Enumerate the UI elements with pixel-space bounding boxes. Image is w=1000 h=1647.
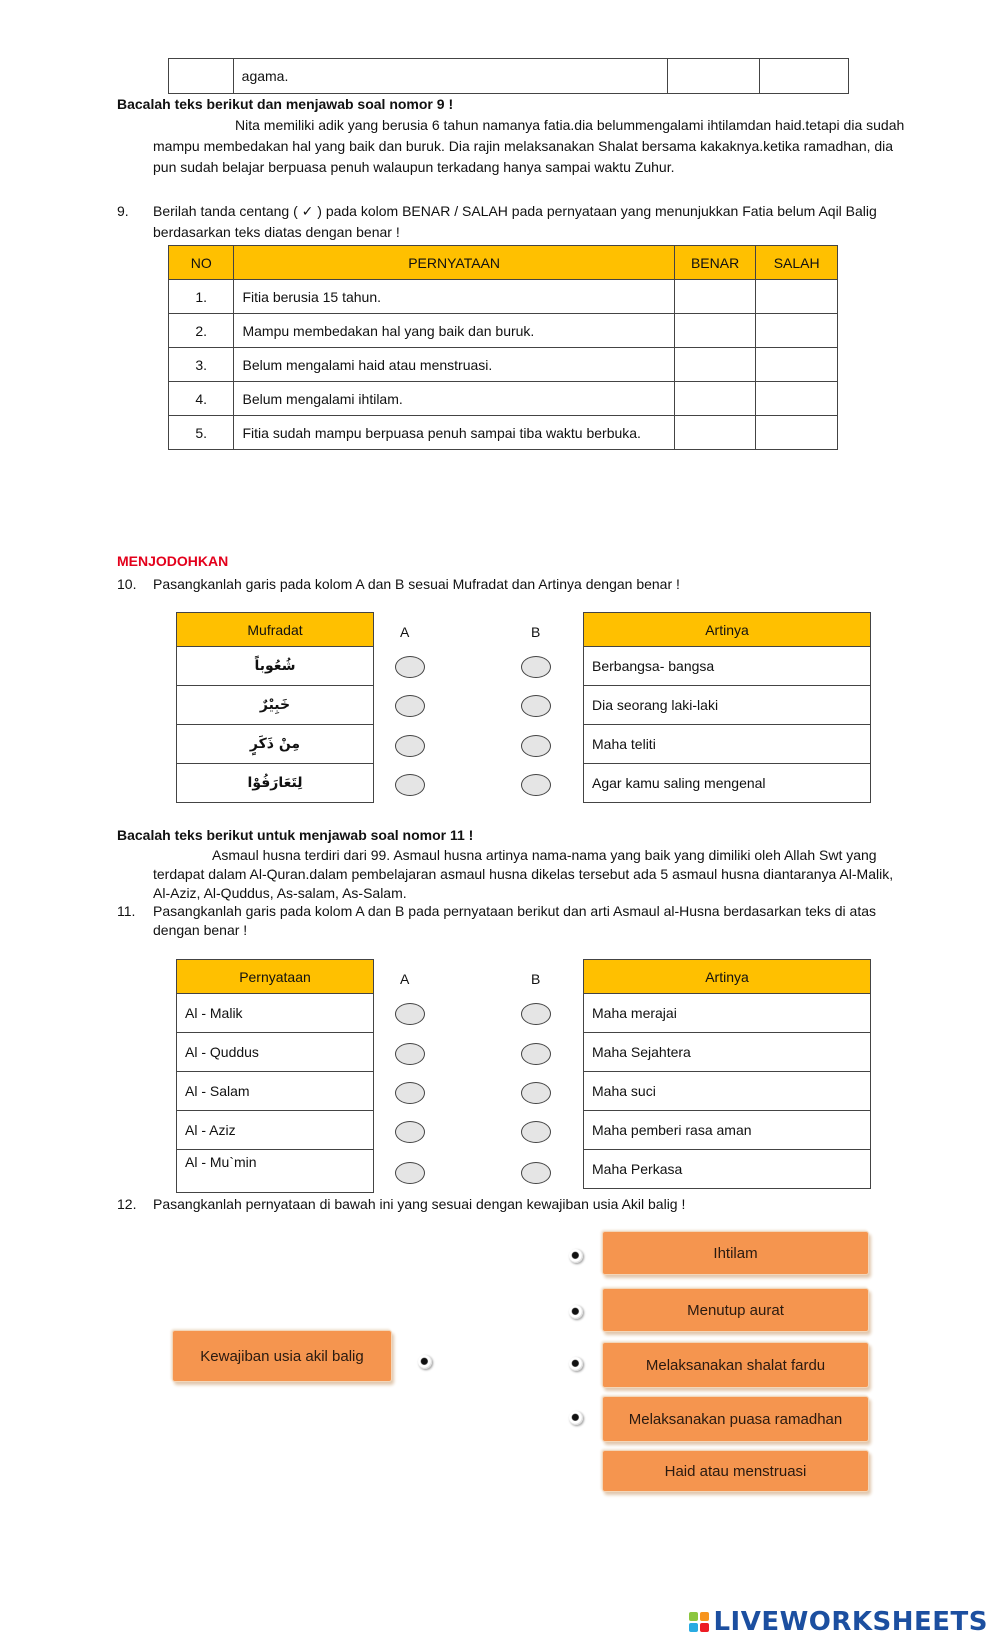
row-number: 3. xyxy=(169,348,234,382)
artinya-item: Maha Perkasa xyxy=(584,1150,871,1189)
source-connector-dot[interactable] xyxy=(418,1355,432,1369)
q9-question-line-2: berdasarkan teks diatas dengan benar ! xyxy=(153,224,400,240)
top-table-cell xyxy=(169,59,234,94)
q12-number: 12. xyxy=(117,1196,137,1212)
option-connector-dot[interactable] xyxy=(569,1249,583,1263)
artinya-header: Artinya xyxy=(584,960,871,994)
header-no: NO xyxy=(169,246,234,280)
q11-left-table xyxy=(176,959,374,1193)
table-row xyxy=(169,382,838,416)
q11-question-line-1: Pasangkanlah garis pada kolom A dan B pada pernyataan berikut dan arti Asmaul al-Husna berdasarkan teks di atas xyxy=(153,903,877,919)
option-box-puasa-ramadhan[interactable]: Melaksanakan puasa ramadhan xyxy=(602,1396,869,1442)
logo-mark-icon xyxy=(689,1612,709,1632)
section-title: MENJODOHKAN xyxy=(117,553,229,569)
q10-number: 10. xyxy=(117,576,137,592)
match-point-a[interactable] xyxy=(395,1121,425,1143)
pernyataan-item: Al - Salam xyxy=(177,1072,374,1111)
false-checkbox[interactable] xyxy=(756,382,838,416)
option-connector-dot[interactable] xyxy=(569,1305,583,1319)
column-a-label: A xyxy=(400,971,410,987)
column-a-label: A xyxy=(400,624,410,640)
pernyataan-item: Al - Malik xyxy=(177,994,374,1033)
q11-number: 11. xyxy=(117,903,136,919)
match-point-a[interactable] xyxy=(395,695,425,717)
true-checkbox[interactable] xyxy=(674,416,756,450)
match-point-b[interactable] xyxy=(521,1121,551,1143)
header-false: SALAH xyxy=(756,246,838,280)
q9-passage-line-2: mampu membedakan hal yang baik dan buruk. Dia rajin melaksanakan Shalat bersama kakaknya.ketika ramadhan, dia xyxy=(153,138,894,154)
match-point-b[interactable] xyxy=(521,1043,551,1065)
q10-left-table xyxy=(176,612,374,803)
q9-table xyxy=(168,245,838,450)
artinya-item: Maha suci xyxy=(584,1072,871,1111)
match-point-b[interactable] xyxy=(521,656,551,678)
header-true: BENAR xyxy=(674,246,756,280)
artinya-item: Dia seorang laki-laki xyxy=(584,686,871,725)
match-point-a[interactable] xyxy=(395,1162,425,1184)
top-table-cell[interactable] xyxy=(760,59,849,94)
q11-question-line-2: dengan benar ! xyxy=(153,922,248,938)
match-point-a[interactable] xyxy=(395,735,425,757)
q11-passage-line-1: Asmaul husna terdiri dari 99. Asmaul husna artinya nama-nama yang baik yang dimiliki oleh Allah Swt yang xyxy=(212,847,877,863)
table-row xyxy=(169,314,838,348)
match-point-b[interactable] xyxy=(521,1082,551,1104)
match-point-a[interactable] xyxy=(395,1043,425,1065)
q12-question: Pasangkanlah pernyataan di bawah ini yang sesuai dengan kewajiban usia Akil balig ! xyxy=(153,1196,686,1212)
table-row xyxy=(169,348,838,382)
top-table xyxy=(168,58,849,94)
option-box-ihtilam[interactable]: Ihtilam xyxy=(602,1231,869,1275)
match-point-b[interactable] xyxy=(521,695,551,717)
option-box-menutup-aurat[interactable]: Menutup aurat xyxy=(602,1288,869,1332)
option-connector-dot[interactable] xyxy=(569,1357,583,1371)
mufradat-item: خَبِيْرٌ xyxy=(177,686,374,725)
match-point-a[interactable] xyxy=(395,774,425,796)
mufradat-item: لِتَعَارَفُوْا xyxy=(177,764,374,803)
pernyataan-header: Pernyataan xyxy=(177,960,374,994)
mufradat-header: Mufradat xyxy=(177,613,374,647)
match-point-a[interactable] xyxy=(395,1082,425,1104)
q11-right-table xyxy=(583,959,871,1189)
match-point-b[interactable] xyxy=(521,1162,551,1184)
artinya-header: Artinya xyxy=(584,613,871,647)
true-checkbox[interactable] xyxy=(674,314,756,348)
column-b-label: B xyxy=(531,624,541,640)
q10-question: Pasangkanlah garis pada kolom A dan B sesuai Mufradat dan Artinya dengan benar ! xyxy=(153,576,680,592)
artinya-item: Maha teliti xyxy=(584,725,871,764)
option-connector-dot[interactable] xyxy=(569,1411,583,1425)
q11-passage-line-2: terdapat dalam Al-Quran.dalam pembelajaran asmaul husna dikelas tersebut ada 5 asmaul husna diantaranya Al-Malik, xyxy=(153,866,894,882)
false-checkbox[interactable] xyxy=(756,280,838,314)
artinya-item: Agar kamu saling mengenal xyxy=(584,764,871,803)
pernyataan-item: Al - Quddus xyxy=(177,1033,374,1072)
row-number: 2. xyxy=(169,314,234,348)
match-point-a[interactable] xyxy=(395,1003,425,1025)
false-checkbox[interactable] xyxy=(756,314,838,348)
q11-passage-line-3: Al-Aziz, Al-Quddus, As-salam, As-Salam. xyxy=(153,885,407,901)
row-statement: Fitia sudah mampu berpuasa penuh sampai tiba waktu berbuka. xyxy=(234,416,674,450)
q10-right-table xyxy=(583,612,871,803)
row-statement: Belum mengalami ihtilam. xyxy=(234,382,674,416)
mufradat-item: شُعُوباً xyxy=(177,647,374,686)
q9-number: 9. xyxy=(117,203,129,219)
row-statement: Fitia berusia 15 tahun. xyxy=(234,280,674,314)
match-point-a[interactable] xyxy=(395,656,425,678)
false-checkbox[interactable] xyxy=(756,416,838,450)
logo-text: LIVEWORKSHEETS xyxy=(713,1607,988,1637)
table-row xyxy=(169,416,838,450)
match-point-b[interactable] xyxy=(521,1003,551,1025)
row-number: 4. xyxy=(169,382,234,416)
match-point-b[interactable] xyxy=(521,735,551,757)
option-box-shalat-fardu[interactable]: Melaksanakan shalat fardu xyxy=(602,1342,869,1388)
false-checkbox[interactable] xyxy=(756,348,838,382)
q9-passage-line-3: pun sudah belajar berpuasa penuh walaupun terkadang hanya sampai waktu Zuhur. xyxy=(153,159,675,175)
row-statement: Mampu membedakan hal yang baik dan buruk. xyxy=(234,314,674,348)
q11-intro: Bacalah teks berikut untuk menjawab soal nomor 11 ! xyxy=(117,827,474,843)
source-box: Kewajiban usia akil balig xyxy=(172,1330,392,1382)
artinya-item: Berbangsa- bangsa xyxy=(584,647,871,686)
artinya-item: Maha merajai xyxy=(584,994,871,1033)
top-table-text: agama. xyxy=(233,59,667,94)
q9-passage-line-1: Nita memiliki adik yang berusia 6 tahun namanya fatia.dia belummengalami ihtilamdan haid.tetapi dia sudah xyxy=(235,117,905,133)
q9-intro: Bacalah teks berikut dan menjawab soal nomor 9 ! xyxy=(117,96,454,112)
top-table-cell[interactable] xyxy=(668,59,760,94)
column-b-label: B xyxy=(531,971,541,987)
true-checkbox[interactable] xyxy=(674,280,756,314)
row-statement: Belum mengalami haid atau menstruasi. xyxy=(234,348,674,382)
true-checkbox[interactable] xyxy=(674,382,756,416)
mufradat-item: مِنْ ذَكَرٍ xyxy=(177,725,374,764)
true-checkbox[interactable] xyxy=(674,348,756,382)
liveworksheets-logo xyxy=(689,1607,988,1637)
artinya-item: Maha Sejahtera xyxy=(584,1033,871,1072)
row-number: 5. xyxy=(169,416,234,450)
pernyataan-item: Al - Aziz xyxy=(177,1111,374,1150)
header-statement: PERNYATAAN xyxy=(234,246,674,280)
q9-question-line-1: Berilah tanda centang ( ✓ ) pada kolom BENAR / SALAH pada pernyataan yang menunjukkan Fatia belum Aqil Balig xyxy=(153,203,877,219)
option-box-haid[interactable]: Haid atau menstruasi xyxy=(602,1450,869,1492)
row-number: 1. xyxy=(169,280,234,314)
q9-table-header xyxy=(169,246,838,280)
pernyataan-item: Al - Mu`min xyxy=(177,1150,374,1193)
table-row xyxy=(169,280,838,314)
match-point-b[interactable] xyxy=(521,774,551,796)
artinya-item: Maha pemberi rasa aman xyxy=(584,1111,871,1150)
